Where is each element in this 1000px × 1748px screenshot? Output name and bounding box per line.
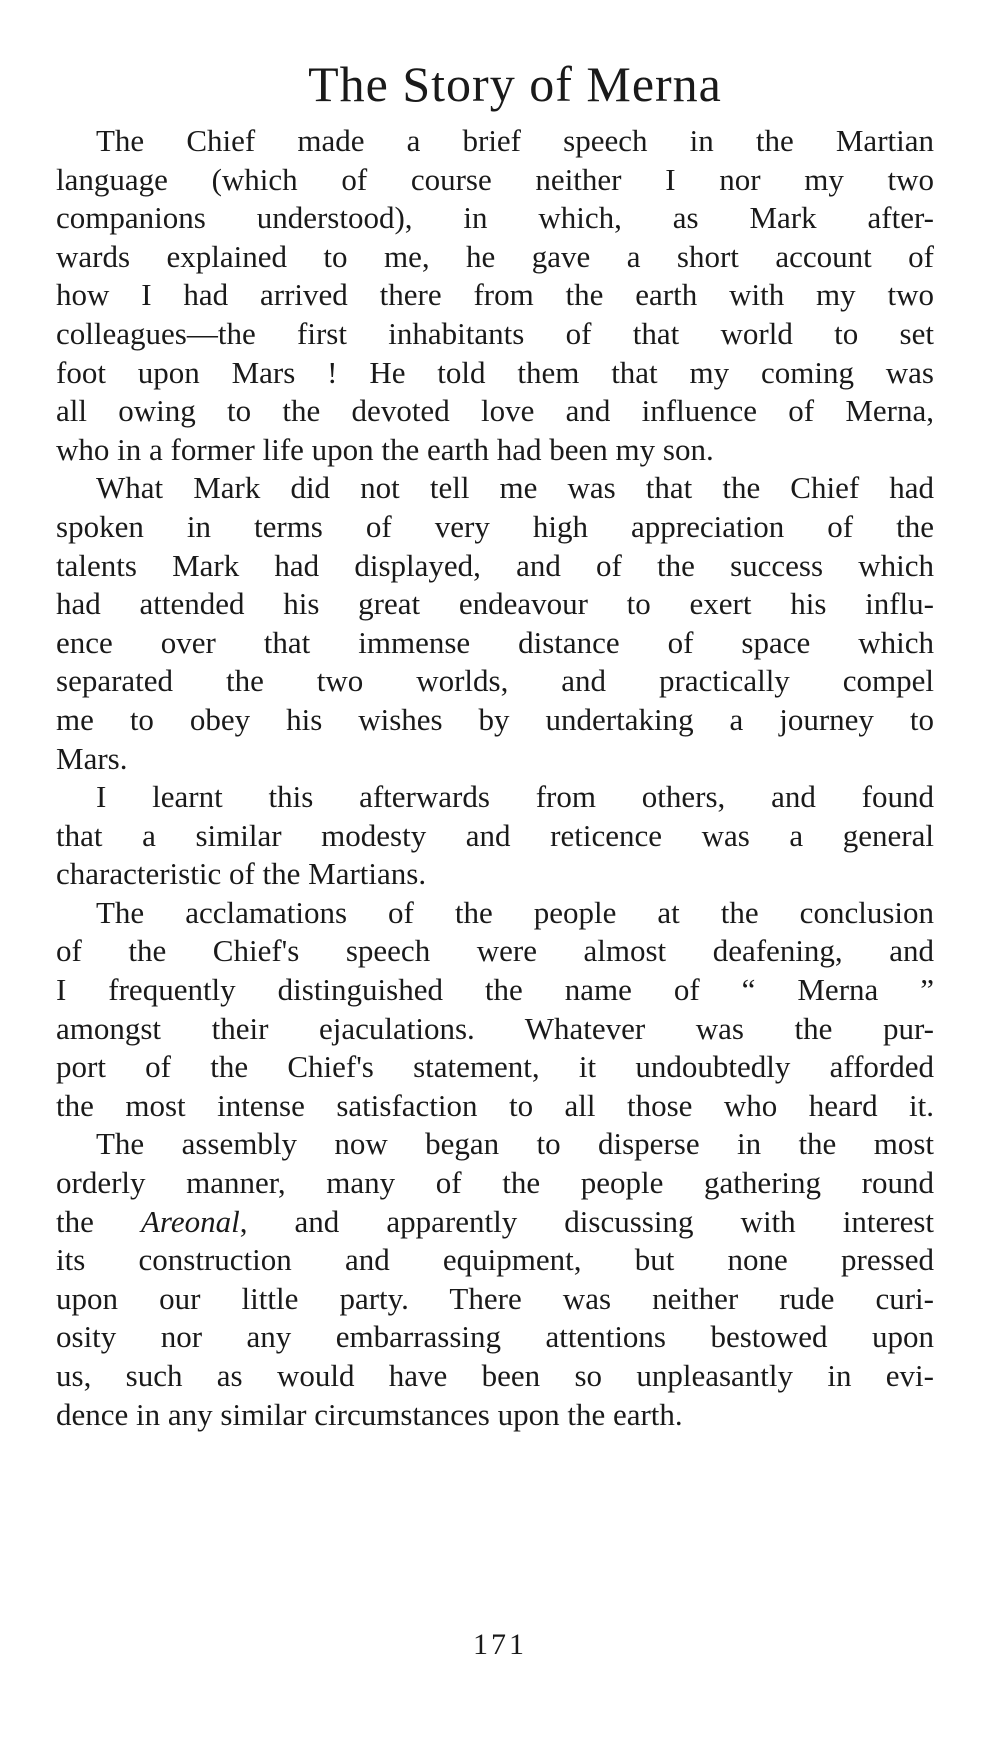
text-line: Mars.: [56, 740, 128, 776]
text-line: how I had arrived there from the earth with my two: [56, 277, 934, 313]
text-line: characteristic of the Martians.: [56, 856, 427, 892]
running-title: The Story of Merna: [308, 56, 722, 112]
text-line: that a similar modesty and reticence was a general: [56, 817, 934, 853]
text-line: all owing to the devoted love and influence of Merna,: [56, 393, 934, 429]
text-line: talents Mark had displayed, and of the success which: [56, 547, 934, 583]
text-body: [56, 122, 934, 1434]
text-line: the most intense satisfaction to all those who heard it.: [56, 1087, 934, 1123]
text-line: its construction and equipment, but none pressed: [56, 1242, 934, 1278]
text-line: orderly manner, many of the people gathering round: [56, 1165, 934, 1201]
text-line: us, such as would have been so unpleasantly in evi-: [56, 1358, 934, 1393]
text-line: ence over that immense distance of space which: [56, 624, 934, 660]
paragraph: [56, 469, 934, 778]
paragraph: [56, 1125, 934, 1434]
paragraph: [56, 894, 934, 1126]
text-line: the Areonal, and apparently discussing with interest: [56, 1203, 935, 1239]
book-page: [56, 52, 934, 1434]
paragraph: [56, 778, 934, 894]
text-line: me to obey his wishes by undertaking a journey to: [56, 701, 934, 737]
text-line: I learnt this afterwards from others, and found: [96, 779, 934, 815]
text-line: wards explained to me, he gave a short account of: [56, 238, 934, 274]
text-line: foot upon Mars ! He told them that my coming was: [56, 354, 934, 390]
text-line: colleagues—the first inhabitants of that world to set: [56, 315, 934, 351]
text-line: upon our little party. There was neither rude curi-: [56, 1280, 934, 1316]
text-line: of the Chief's speech were almost deafening, and: [56, 933, 934, 969]
paragraph: [56, 122, 934, 469]
text-line: The Chief made a brief speech in the Martian: [96, 123, 934, 158]
text-line: separated the two worlds, and practically compel: [56, 663, 934, 699]
text-line: I frequently distinguished the name of “ Merna ”: [56, 972, 934, 1008]
text-line: osity nor any embarrassing attentions bestowed upon: [56, 1319, 934, 1355]
text-line: had attended his great endeavour to exert his influ-: [56, 586, 934, 622]
text-line: The acclamations of the people at the conclusion: [96, 894, 934, 930]
text-line: amongst their ejaculations. Whatever was the pur-: [56, 1010, 934, 1046]
text-line: port of the Chief's statement, it undoubtedly afforded: [56, 1049, 934, 1085]
text-line: What Mark did not tell me was that the Chief had: [96, 470, 934, 506]
page-number: 171: [473, 1628, 527, 1661]
text-line: who in a former life upon the earth had been my son.: [56, 431, 714, 467]
text-line: companions understood), in which, as Mark after-: [56, 200, 934, 236]
italic-ship-name: Areonal: [140, 1203, 240, 1239]
text-line: spoken in terms of very high appreciation of the: [56, 508, 934, 544]
text-line: The assembly now began to disperse in the most: [96, 1126, 934, 1162]
text-line: language (which of course neither I nor my two: [56, 161, 934, 197]
text-line: dence in any similar circumstances upon the earth.: [56, 1396, 683, 1432]
